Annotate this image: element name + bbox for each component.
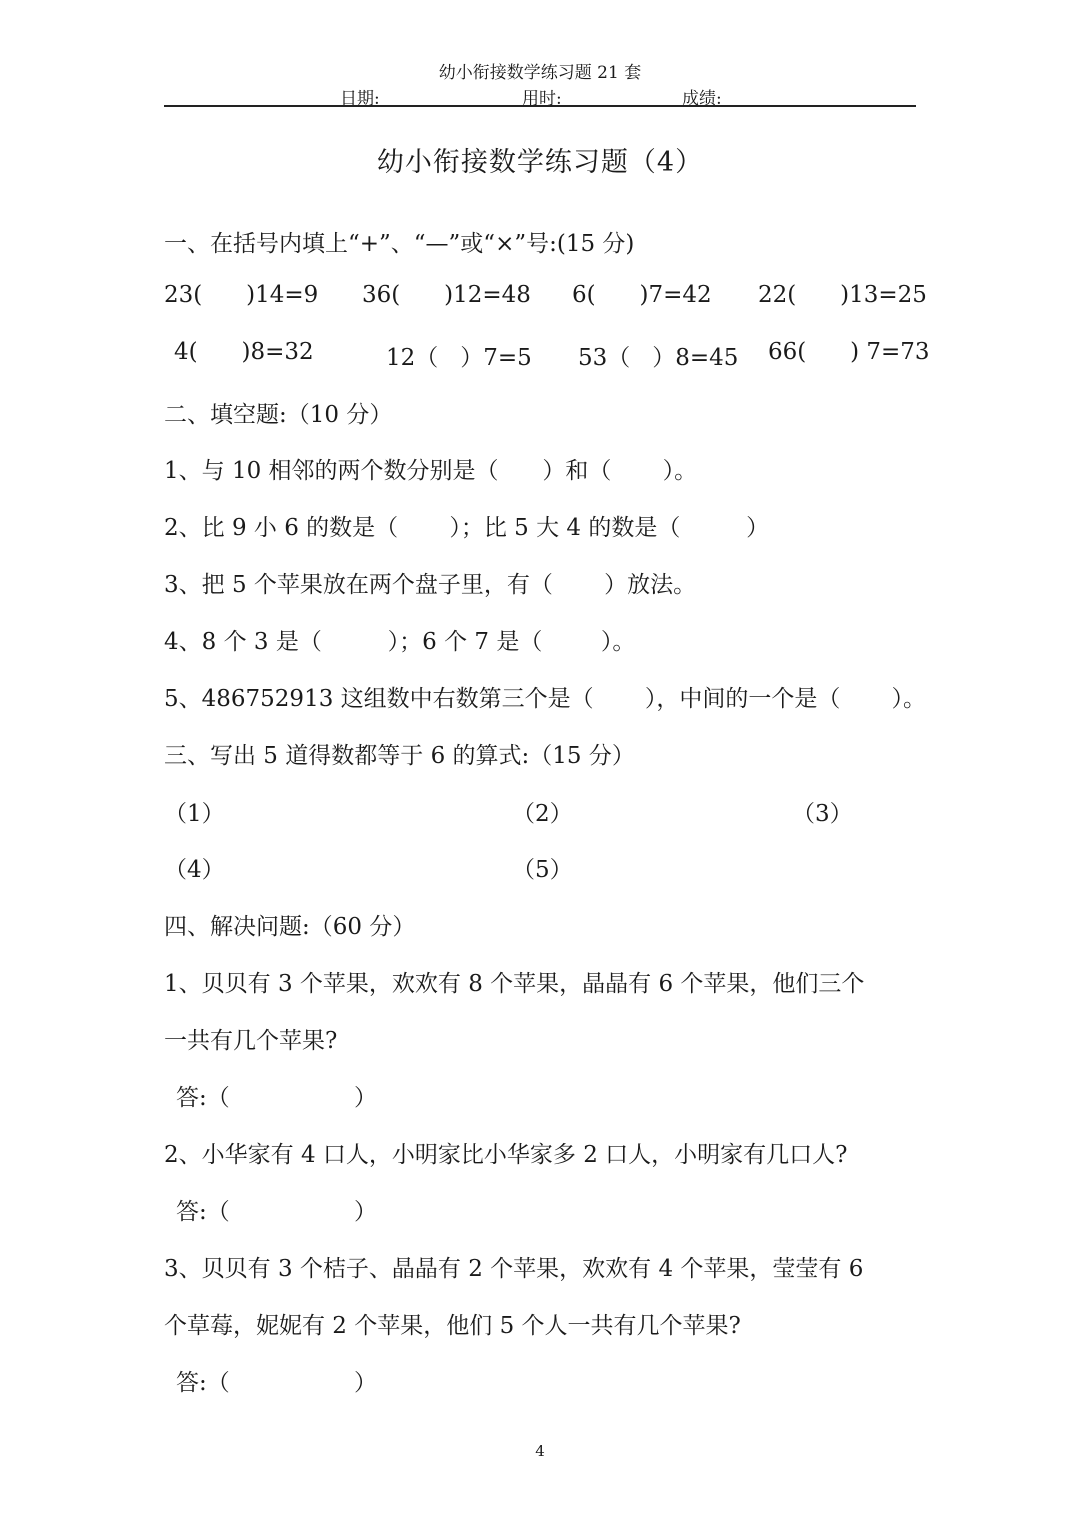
problem-2: 2、小华家有 4 口人，小明家比小华家多 2 口人，小明家有几口人? xyxy=(164,1142,848,1168)
formula-slot-4: （4） xyxy=(164,857,225,883)
equation-3: 6( )7=42 xyxy=(572,282,712,308)
header-title: 幼小衔接数学练习题 21 套 xyxy=(438,63,642,83)
answer-1: 答:（ ） xyxy=(176,1085,378,1111)
equation-1: 23( )14=9 xyxy=(164,282,319,308)
fill-question-3: 3、把 5 个苹果放在两个盘子里，有（ ）放法。 xyxy=(164,572,697,598)
fill-question-2: 2、比 9 小 6 的数是（ ）；比 5 大 4 的数是（ ） xyxy=(164,515,770,541)
section4-heading: 四、解决问题:（60 分） xyxy=(164,914,416,940)
formula-slot-5: （5） xyxy=(512,857,573,883)
problem-3-line2: 个草莓，妮妮有 2 个苹果，他们 5 个人一共有几个苹果? xyxy=(164,1313,741,1339)
formula-slot-1: （1） xyxy=(164,801,225,827)
problem-1-line2: 一共有几个苹果? xyxy=(164,1028,338,1054)
problem-1-line1: 1、贝贝有 3 个苹果，欢欢有 8 个苹果，晶晶有 6 个苹果，他们三个 xyxy=(164,971,865,997)
section3-heading: 三、写出 5 道得数都等于 6 的算式:（15 分） xyxy=(164,743,635,769)
equation-4: 22( )13=25 xyxy=(758,282,927,308)
formula-slot-2: （2） xyxy=(512,801,573,827)
fill-question-5: 5、486752913 这组数中右数第三个是（ ），中间的一个是（ ）。 xyxy=(164,686,926,712)
score-label: 成绩: xyxy=(682,89,722,109)
equation-6: 12（ ）7=5 xyxy=(386,345,532,371)
date-label: 日期: xyxy=(340,89,380,109)
fill-question-1: 1、与 10 相邻的两个数分别是（ ）和（ ）。 xyxy=(164,458,698,484)
equation-7: 53（ ）8=45 xyxy=(578,345,739,371)
page-number: 4 xyxy=(535,1442,545,1460)
formula-slot-3: （3） xyxy=(792,801,853,827)
equation-2: 36( )12=48 xyxy=(362,282,531,308)
section2-heading: 二、填空题:（10 分） xyxy=(164,402,393,428)
header-divider xyxy=(164,105,916,107)
answer-2: 答:（ ） xyxy=(176,1199,378,1225)
answer-3: 答:（ ） xyxy=(176,1370,378,1396)
problem-3-line1: 3、贝贝有 3 个桔子、晶晶有 2 个苹果，欢欢有 4 个苹果，莹莹有 6 xyxy=(164,1256,864,1282)
time-label: 用时: xyxy=(522,89,562,109)
page-title: 幼小衔接数学练习题（4） xyxy=(376,147,704,178)
section1-heading: 一、在括号内填上“+”、“—”或“×”号:(15 分) xyxy=(164,231,635,257)
equation-8: 66( ) 7=73 xyxy=(768,339,930,365)
equation-5: 4( )8=32 xyxy=(174,339,314,365)
fill-question-4: 4、8 个 3 是（ ）；6 个 7 是（ ）。 xyxy=(164,629,636,655)
